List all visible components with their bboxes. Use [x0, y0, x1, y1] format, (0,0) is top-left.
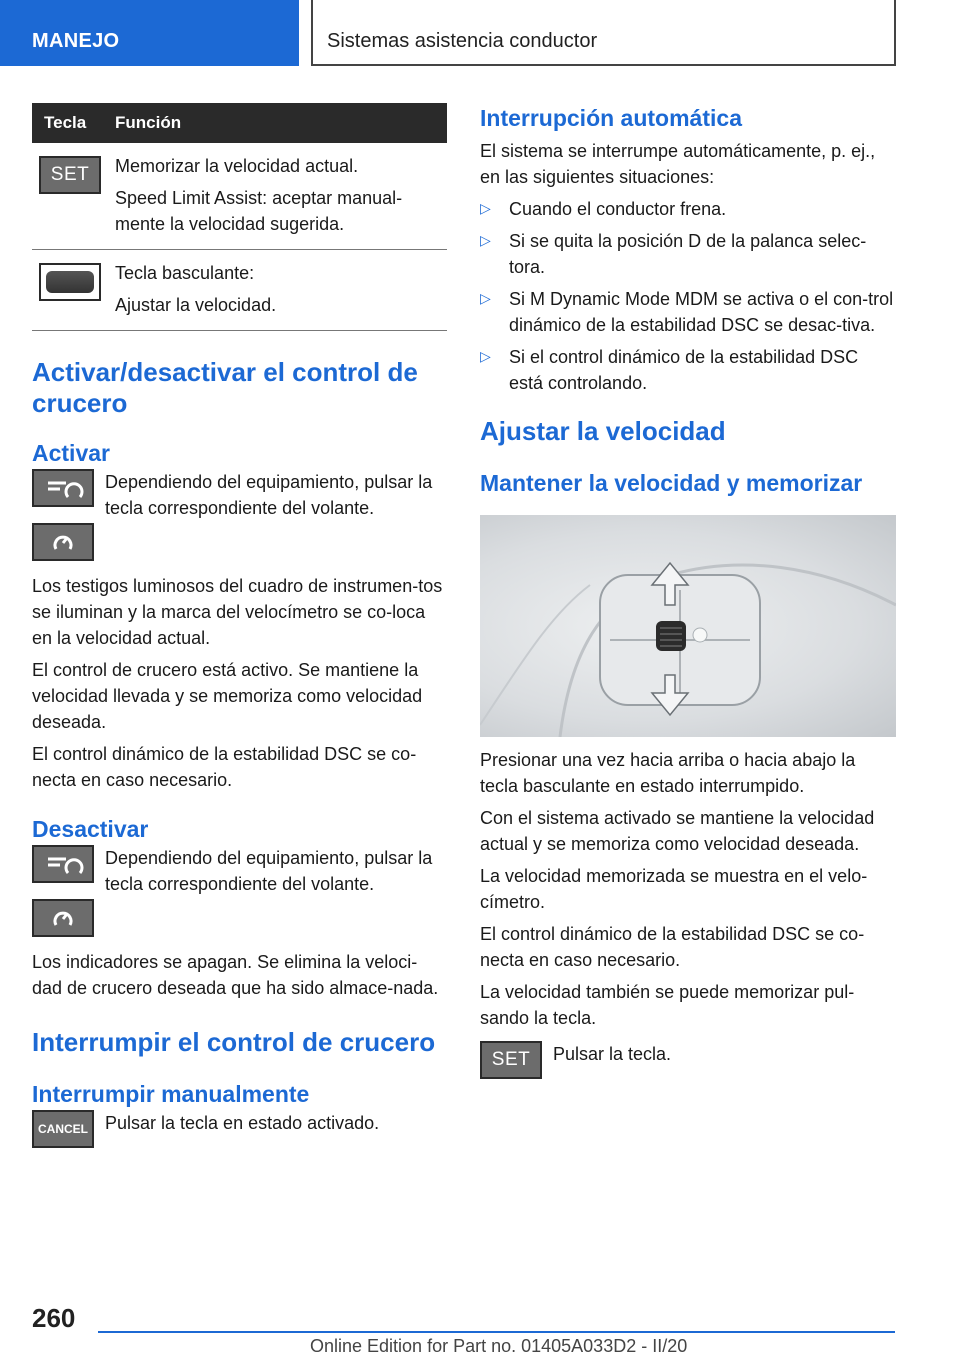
activar-row — [32, 469, 447, 561]
row-text: Speed Limit Assist: aceptar manual-mente la velocidad sugerida. — [115, 188, 403, 234]
edition-note: Online Edition for Part no. 01405A033D2 - II/20 — [310, 1336, 688, 1356]
section-title: MANEJO — [32, 30, 120, 52]
list-item: ▷ Cuando el conductor frena. — [480, 196, 896, 222]
heading-desactivar: Desactivar — [32, 816, 149, 842]
cancel-key-icon: CANCEL — [32, 1110, 94, 1148]
row-text: Tecla basculante: — [115, 263, 255, 283]
table-header-key: Tecla — [32, 103, 109, 143]
paragraph: Con el sistema activado se mantiene la velocidad actual y se memoriza como velocidad deseada. — [480, 808, 875, 854]
left-column — [32, 103, 447, 1148]
paragraph: El control dinámico de la estabilidad DSC se co-necta en caso necesario. — [480, 924, 865, 970]
set-key-icon: SET — [480, 1041, 542, 1079]
set-key-icon: SET — [39, 156, 101, 194]
paragraph: La velocidad memorizada se muestra en el velo-címetro. — [480, 866, 868, 912]
paragraph: Presionar una vez hacia arriba o hacia abajo la tecla basculante en estado interrumpido. — [480, 750, 856, 796]
heading-auto: Interrupción automática — [480, 105, 742, 131]
desactivar-row — [32, 845, 447, 937]
paragraph: Los indicadores se apagan. Se elimina la veloci-dad de crucero deseada que ha sido almace-nada. — [32, 952, 439, 998]
paragraph: El control de crucero está activo. Se mantiene la velocidad llevada y se memoriza como velocidad deseada. — [32, 660, 423, 732]
paragraph: Los testigos luminosos del cuadro de instrumen-tos se iluminan y la marca del velocímetro se co-loca en la velocidad actual. — [32, 576, 443, 648]
speed-limiter-icon — [32, 523, 94, 561]
paragraph: La velocidad también se puede memorizar pul-sando la tecla. — [480, 982, 855, 1028]
page-number: 260 — [32, 1303, 76, 1333]
row-text: Memorizar la velocidad actual. — [115, 156, 359, 176]
heading-activate-deactivate: Activar/desactivar el control de crucero — [32, 357, 418, 418]
heading-mantener: Mantener la velocidad y memorizar — [480, 470, 863, 496]
set-row — [480, 1041, 896, 1079]
activar-text: Dependiendo del equipamiento, pulsar la tecla correspondiente del volante. — [105, 472, 433, 518]
section-tab — [0, 0, 299, 66]
heading-ajustar: Ajustar la velocidad — [480, 416, 726, 446]
list-item: ▷ Si el control dinámico de la estabilidad DSC está controlando. — [480, 344, 896, 396]
chapter-tab — [311, 0, 896, 66]
table-row — [32, 143, 447, 250]
auto-list — [480, 196, 896, 396]
list-item: ▷ Si M Dynamic Mode MDM se activa o el con-trol dinámico de la estabilidad DSC se desac-tiva. — [480, 286, 896, 338]
set-text: Pulsar la tecla. — [553, 1044, 672, 1064]
table-header-function: Función — [109, 103, 447, 143]
heading-activar: Activar — [32, 440, 110, 466]
desactivar-text: Dependiendo del equipamiento, pulsar la tecla correspondiente del volante. — [105, 848, 433, 894]
heading-manual: Interrumpir manualmente — [32, 1081, 310, 1107]
right-column — [480, 103, 896, 1079]
steering-wheel-illustration — [480, 515, 896, 737]
paragraph: El control dinámico de la estabilidad DSC se co-necta en caso necesario. — [32, 744, 417, 790]
list-item: ▷ Si se quita la posición D de la palanca selec-tora. — [480, 228, 896, 280]
speed-limiter-icon — [32, 899, 94, 937]
paragraph: El sistema se interrumpe automáticamente, p. ej., en las siguientes situaciones: — [480, 141, 876, 187]
cruise-control-icon — [32, 845, 94, 883]
chapter-title: Sistemas asistencia conductor — [327, 30, 598, 52]
key-function-table — [32, 103, 447, 331]
manual-text: Pulsar la tecla en estado activado. — [105, 1113, 380, 1133]
heading-interrumpir: Interrumpir el control de crucero — [32, 1027, 436, 1057]
rocker-switch-icon — [39, 263, 101, 301]
cruise-control-icon — [32, 469, 94, 507]
manual-row — [32, 1110, 447, 1148]
table-row — [32, 250, 447, 331]
row-text: Ajustar la velocidad. — [115, 295, 277, 315]
footer-divider — [98, 1331, 895, 1333]
